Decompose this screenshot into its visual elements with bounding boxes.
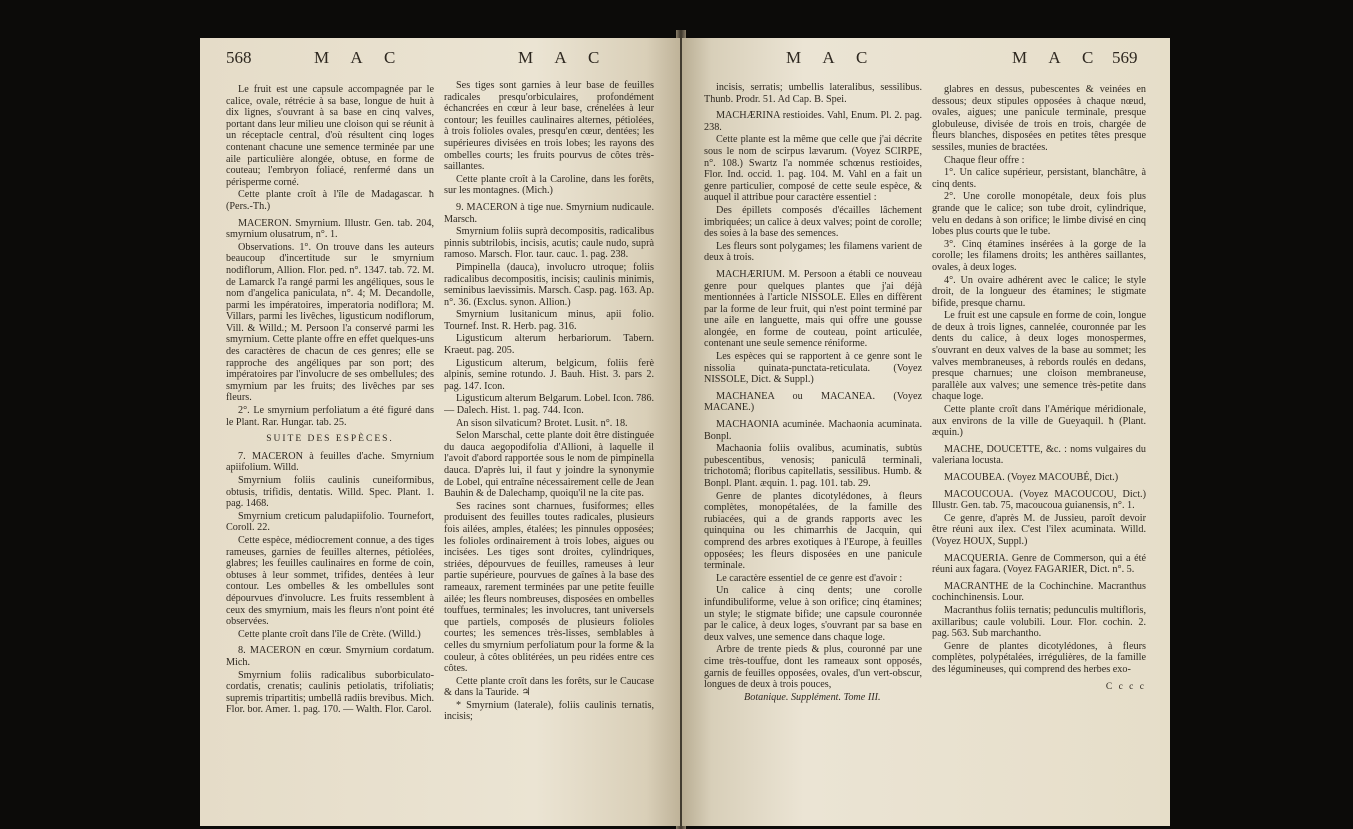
paragraph: * Smyrnium (laterale), foliis caulinis ternatis, incisis; <box>444 699 654 723</box>
paragraph: Cette espèce, médiocrement connue, a des tiges rameuses, garnies de feuilles alternes, pétiolées, glabres; les feuilles caulinaires en forme de coin, obtuses à leur sommet, trifides, dentées à leur contour. Les ombelles & les ombellules sont dépourvues d'involucre. Les fruits ressemblent à ceux des smyrnium, mais les fleurs n'ont point été observées. <box>226 534 434 628</box>
paragraph: Chaque fleur offre : <box>944 154 1025 166</box>
paragraph: 8. MACERON en cœur. Smyrnium cordatum. Mich. <box>226 645 434 668</box>
paragraph: 2°. Une corolle monopétale, deux fois plus grande que le calice; son tube droit, cylindrique, velu en dedans à son orifice; le limbe divisé en cinq lobes plus courts que le tube. <box>932 191 1146 238</box>
paragraph: 7. MACERON à feuilles d'ache. Smyrnium apiifolium. Willd. <box>226 450 434 474</box>
paragraph: Smyrnium creticum paludapiifolio. Tournefort, Coroll. 22. <box>226 510 434 534</box>
paragraph: Machaonia foliis ovalibus, acuminatis, subtùs pubescentibus, venosis; paniculâ terminali, trichotomâ; floribus capitellatis, sessilibus. Humb. & Bonpl. Plant. æquin. 1. pag. 101. tab. 29. <box>704 443 922 489</box>
paragraph: Macranthus foliis ternatis; pedunculis multifloris, axillaribus; caule volubili. Lour. Flor. cochin. 2. pag. 563. Sub marchantho. <box>932 604 1146 640</box>
paragraph: Un calice à cinq dents; une corolle infundibuliforme, velue à son orifice; cinq étamines; un style; le stigmate bifide; une capsule couronnée par le calice, à deux loges, s'ouvrant par sa base en deux valves, une semence dans chaque loge. <box>704 585 922 643</box>
paragraph: Smyrnium foliis caulinis cuneiformibus, obtusis, trifidis, dentatis. Willd. Spec. Plant. 1. pag. 1468. <box>226 475 434 510</box>
paragraph: Le caractère essentiel de ce genre est d'avoir : <box>716 572 903 584</box>
paragraph: MACHAONIA acuminée. Machaonia acuminata. Bonpl. <box>704 419 922 442</box>
running-header: M A C <box>518 48 609 67</box>
paragraph: MACHANEA ou MACANEA. (Voyez MACANE.) <box>704 390 922 414</box>
page-number: 569 <box>1112 48 1138 67</box>
running-header: M A C <box>1012 48 1103 67</box>
text-column-left-2 <box>444 80 654 724</box>
paragraph: Cette plante est la même que celle que j'ai décrite sous le nom de scirpus lævarum. (Voyez SCIRPE, n°. 108.) Swartz l'a nommée schœnus restioides, Flor. Ind. occid. 1. pag. 104. M. Vahl en a fait un genre particulier, composé de cette seule espèce, & auquel il attribue pour caractère essentiel : <box>704 134 922 204</box>
paragraph: 3°. Cinq étamines insérées à la gorge de la corolle; les filamens droits; les anthères saillantes, ovales, à deux loges. <box>932 238 1146 273</box>
page-number: 568 <box>226 48 252 67</box>
paragraph: Arbre de trente pieds & plus, couronné par une cime très-touffue, dont les rameaux sont opposés, garnis de feuilles opposées, ovales, d'un vert-obscur, longues de deux à trois pouces, <box>704 644 922 691</box>
paragraph: MACOUCOUA. (Voyez MACOUCOU, Dict.) Illustr. Gen. tab. 75, macoucoua guianensis, n°. 1. <box>932 488 1146 512</box>
text-column-left-1 <box>226 84 434 717</box>
paragraph: MACERON. Smyrnium. Illustr. Gen. tab. 204, smyrnium olusatrum, n°. 1. <box>226 217 434 241</box>
paragraph: glabres en dessus, pubescentes & veinées en dessous; deux stipules opposées à chaque nœud, ovales, aigues; une panicule terminale, presque globuleuse, divisée de trois en trois, chargée de fleurs blanches, disposées en petites têtes presque sessiles, munies de bractées. <box>932 84 1146 153</box>
paragraph: 9. MACERON à tige nue. Smyrnium nudicaule. Marsch. <box>444 201 654 225</box>
paragraph: Smyrnium lusitanicum minus, apii folio. Tournef. Inst. R. Herb. pag. 316. <box>444 309 654 332</box>
paragraph: Genre de plantes dicotylédones, à fleurs complètes, monopétalées, de la famille des rubiacées, qui a de grands rapports avec les quinquina ou les chimarrhis de Jacquin, qui comprend des arbres exotiques à l'Europe, à feuilles opposées; les fleurs disposées en une panicule terminale. <box>704 490 922 572</box>
paragraph: Smyrnium foliis suprà decompositis, radicalibus pinnis subtrilobis, incisis, acutis; caule nudo, suprà ramoso. Marsch. Flor. taur. cauc. 1. pag. 238. <box>444 226 654 261</box>
paragraph: Cette plante croît dans l'Amérique méridionale, aux environs de la ville de Gueyaquil. ħ (Plant. æquin.) <box>932 404 1146 439</box>
paragraph: MACHE, DOUCETTE, &c. : noms vulgaires du valeriana locusta. <box>932 443 1146 467</box>
paragraph: 2°. Le smyrnium perfoliatum a été figuré dans le Plant. Rar. Hungar. tab. 25. <box>226 405 434 428</box>
paragraph: Cette plante croît dans les forêts, sur le Caucase & dans la Tauride. ♃ <box>444 675 654 699</box>
paragraph: Cette plante croît à la Caroline, dans les forêts, sur les montagnes. (Mich.) <box>444 173 654 197</box>
paragraph: Ligusticum alterum herbariorum. Tabern. Kraeut. pag. 205. <box>444 333 654 357</box>
paragraph: Ligusticum alterum Belgarum. Lobel. Icon. 786. — Dalech. Hist. 1. pag. 744. Icon. <box>444 393 654 417</box>
paragraph: MACQUERIA. Genre de Commerson, qui a été réuni aux fagara. (Voyez FAGARIER, Dict. n°. 5. <box>932 552 1146 576</box>
paragraph: Ligusticum alterum, belgicum, foliis ferè alpinis, semine rotundo. J. Bauh. Hist. 3. pars 2. pag. 147. Icon. <box>444 357 654 392</box>
paragraph: Pimpinella (dauca), involucro utroque; foliis radicalibus decompositis, incisis; caulinis minimis, seminibus laevissimis. Marsch. Casp. pag. 163. Ap. n°. 36. (Exclus. synon. Allion.) <box>444 261 654 308</box>
paragraph: Le fruit est une capsule en forme de coin, longue de deux à trois lignes, cannelée, couronnée par les dents du calice, à deux loges monospermes, s'ouvrant en deux valves de la base au sommet; les valves membraneuses, à rebords roulés en dedans, presque charnues; une cloison membraneuse, parallèle aux valves; une semence très-petite dans chaque loge. <box>932 310 1146 403</box>
paragraph: SUITE DES ESPÈCES. <box>266 434 394 445</box>
paragraph: An sison silvaticum? Brotet. Lusit. n°. 18. <box>456 417 628 429</box>
paragraph: 4°. Un ovaire adhérent avec le calice; le style droit, de la longueur des étamines; le stigmate bifide, presque charnu. <box>932 274 1146 309</box>
paragraph: MACRANTHE de la Cochinchine. Macranthus cochinchinensis. Lour. <box>932 580 1146 604</box>
paragraph: MACHÆRIUM. M. Persoon a établi ce nouveau genre pour quelques plantes que j'ai déjà mentionnées à l'article NISSOLE. Elles en diffèrent par la forme de leur fruit, qui n'est point terminé par une aile en languette, mais qui offre une gousse alongée, en forme de couteau, point articulée, contenant une seule semence réniforme. <box>704 268 922 350</box>
left-page <box>200 38 680 826</box>
paragraph: incisis, serratis; umbellis lateralibus, sessilibus. Thunb. Prodr. 51. Ad Cap. B. Spei. <box>704 82 922 105</box>
paragraph: Observations. 1°. On trouve dans les auteurs beaucoup d'incertitude sur le smyrnium nodiflorum, Allion. Flor. ped. n°. 1347. tab. 72. M. de Lamarck l'a rangé parmi les angéliques, sous le nom d'angelica paniculata, n°. 4; M. Decandolle, parmi les impératoires, imperatoria nodiflora; M. Villars, parmi les livêches, ligusticum nodiflorum, Vill. & Willd.; M. Persoon l'a conservé parmi les smyrnium. Cette plante offre en effet quelques-uns des caractères de chacun de ces genres; elle se rapproche des angéliques par son port; des impératoires par l'involucre de ses ombellules; des smyrnium par les fruits; des livêches par ses fleurs. <box>226 241 434 404</box>
paragraph: Les espèces qui se rapportent à ce genre sont le nissolia quinata-punctata-reticulata. (Voyez NISSOLE, Dict. & Suppl.) <box>704 351 922 386</box>
running-header: M A C <box>786 48 877 67</box>
text-column-right-2 <box>932 84 1146 697</box>
paragraph: Cette plante croît à l'île de Madagascar. ħ (Pers.-Th.) <box>226 189 434 212</box>
text-column-right-1 <box>704 82 922 704</box>
right-page <box>682 38 1170 826</box>
running-header: M A C <box>314 48 405 67</box>
paragraph: Botanique. Supplément. Tome III. <box>744 691 881 703</box>
paragraph: 1°. Un calice supérieur, persistant, blanchâtre, à cinq dents. <box>932 167 1146 190</box>
paragraph: Ses tiges sont garnies à leur base de feuilles radicales presqu'orbiculaires, profondément échancrées en cœur à leur base, crénelées à leur contour; les feuilles caulinaires alternes, pétiolées, à trois folioles ovales, presqu'en cœur, dentées; les supérieures divisées en trois lobes; les rayons des ombelles courts; les fruits pourvus de côtes très-saillantes. <box>444 80 654 173</box>
paragraph: C c c c <box>1105 681 1146 692</box>
paragraph: Ses racines sont charnues, fusiformes; elles produisent des feuilles toutes radicales, plusieurs fois ailées, amples, étalées; les pinnules opposées; les folioles ordinairement à trois lobes, aigues ou incisées. Les tiges sont droites, cylindriques, striées, dépourvues de feuilles, rameuses à leur partie supérieure, pourvues de gaînes à la base des rameaux, rarement terminées par une petite feuille ailée; les fleurs nombreuses, disposées en ombelles touffues, terminales; les involucres, tant universels que partiels, composés de plusieurs folioles courtes; les semences très-lisses, semblables à celles du smyrnium perfoliatum pour la forme & la couleur, à côtes oblitérées, un peu ridées entre ces côtes. <box>444 500 654 675</box>
paragraph: Selon Marschal, cette plante doit être distinguée du dauca aegopodifolia d'Allioni, à laquelle il l'avoit d'abord rapportée sous le nom de pimpinella dauca. D'après lui, il faut y joindre la synonymie de Lobel, qui entraîne nécessairement celle de Jean Bauhin & de Dalechamp, quoiqu'il ne la cite pas. <box>444 430 654 500</box>
paragraph: Cette plante croît dans l'île de Crète. (Willd.) <box>238 628 421 640</box>
paragraph: Smyrnium foliis radicalibus suborbiculato-cordatis, crenatis; caulinis petiolatis, trifoliatis; supremis tripartitis; umbellâ radiis brevibus. Mich. Flor. bor. Amer. 1. pag. 170. — Walth. Flor. Carol. <box>226 669 434 716</box>
paragraph: Le fruit est une capsule accompagnée par le calice, ovale, rétrécie à sa base, longue de huit à dix lignes, s'ouvrant à sa base en cinq valves, portant dans leur milieu une cloison qui se réunit à un réceptacle central, d'où résultent cinq loges contenant chacune une semence terminée par une aile particulière alongée, obtuse, en forme de couteau; l'embryon foliacé, renfermé dans un périsperme corné. <box>226 84 434 188</box>
paragraph: Ce genre, d'après M. de Jussieu, paroît devoir être réuni aux ilex. C'est l'ilex acuminata. Willd. (Voyez HOUX, Suppl.) <box>932 512 1146 547</box>
paragraph: MACOUBEA. (Voyez MACOUBÉ, Dict.) <box>944 472 1119 483</box>
paragraph: Les fleurs sont polygames; les filamens varient de deux à trois. <box>704 240 922 264</box>
paragraph: Des épillets composés d'écailles lâchement imbriquées; un calice à deux valves; point de corolle; des soies à la base des semences. <box>704 204 922 240</box>
paragraph: Genre de plantes dicotylédones, à fleurs complètes, polypétalées, irrégulières, de la famille des légumineuses, qui comprend des herbes exo- <box>932 640 1146 675</box>
paragraph: MACHÆRINA restioides. Vahl, Enum. Pl. 2. pag. 238. <box>704 110 922 133</box>
